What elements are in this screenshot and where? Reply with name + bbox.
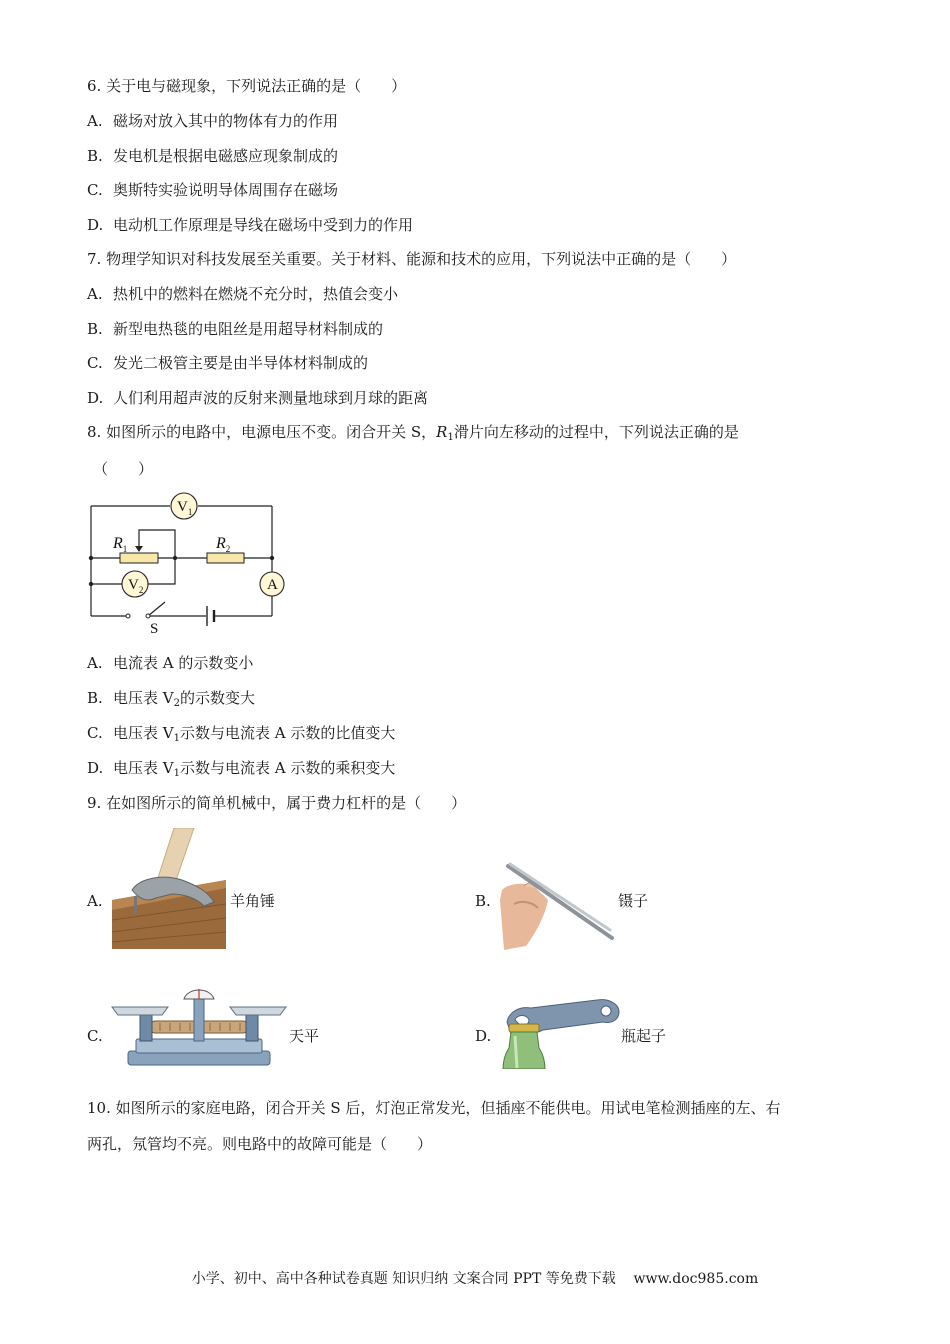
- option-text-post: 示数与电流表 A 示数的乘积变大: [179, 759, 396, 777]
- option-label: D.: [87, 759, 104, 777]
- q9-option-d-caption: 瓶起子: [621, 1027, 667, 1045]
- bottle-opener-image: [499, 996, 621, 1069]
- q10-line2: 两孔，氖管均不亮。则电路中的故障可能是（ ）: [87, 1135, 433, 1153]
- q9-option-a-caption: 羊角锤: [230, 892, 276, 910]
- page-footer: [0, 1269, 950, 1289]
- switch-blade: [148, 602, 165, 616]
- option-label: A.: [87, 112, 103, 130]
- option-text: 发电机是根据电磁感应现象制成的: [113, 147, 339, 165]
- q9-option-c-label: C.: [87, 1027, 103, 1045]
- option-label: C.: [87, 354, 103, 372]
- q8-stem-r: R: [436, 423, 448, 441]
- option-text: 电压表 V: [113, 724, 174, 742]
- ammeter-label: A: [267, 577, 278, 593]
- q9-option-b-label: B.: [475, 892, 491, 910]
- q7-option-c: [87, 353, 368, 373]
- footer-url[interactable]: www.doc985.com: [633, 1271, 759, 1287]
- option-text: 奥斯特实验说明导体周围存在磁场: [113, 181, 339, 199]
- tweezers-image: [500, 860, 614, 950]
- option-text: 电压表 V: [113, 689, 174, 707]
- resistor-r1: [120, 553, 158, 563]
- option-sub: 2: [173, 698, 180, 709]
- q8-option-c: [87, 723, 395, 743]
- junction-dot: [89, 556, 93, 560]
- resistor-r2: [207, 553, 244, 563]
- slider-arrow: [135, 546, 143, 552]
- q8-option-a: [87, 653, 253, 673]
- option-label: B.: [87, 147, 103, 165]
- q6-option-c: [87, 180, 338, 200]
- q7-option-d: [87, 388, 428, 408]
- q6-option-a: [87, 111, 338, 131]
- switch-contact: [146, 614, 150, 618]
- q8-answer-blank: （ ）: [93, 460, 154, 478]
- option-text: 发光二极管主要是由半导体材料制成的: [113, 354, 369, 372]
- option-text: 人们利用超声波的反射来测量地球到月球的距离: [113, 389, 429, 407]
- q8-stem-sub: 1: [447, 432, 454, 443]
- option-text: 热机中的燃料在燃烧不充分时，热值会变小: [113, 285, 399, 303]
- q6-stem: 6. 关于电与磁现象，下列说法正确的是（ ）: [87, 77, 407, 95]
- q9-option-a-label: A.: [87, 892, 103, 910]
- option-label: B.: [87, 320, 103, 338]
- switch-contact: [126, 614, 130, 618]
- q7-stem: 7. 物理学知识对科技发展至关重要。关于材料、能源和技术的应用，下列说法中正确的是（ ）: [87, 250, 737, 268]
- q8-option-d: [87, 758, 395, 778]
- option-label: A.: [87, 285, 103, 303]
- option-text: 新型电热毯的电阻丝是用超导材料制成的: [113, 320, 384, 338]
- option-text: 电压表 V: [113, 759, 174, 777]
- q10-line1: 10. 如图所示的家庭电路，闭合开关 S 后，灯泡正常发光，但插座不能供电。用试电笔检测插座的左、右: [87, 1099, 781, 1117]
- q9-option-c-caption: 天平: [289, 1027, 320, 1045]
- option-label: D.: [87, 389, 104, 407]
- switch-label: S: [150, 621, 159, 637]
- option-sub: 1: [173, 733, 180, 744]
- v2-label: $V_2$: [128, 577, 144, 595]
- q8-stem-pre: 8. 如图所示的电路中，电源电压不变。闭合开关 S，: [87, 423, 437, 441]
- q6-option-d: [87, 215, 413, 235]
- q7-option-b: [87, 319, 383, 339]
- option-text-post: 示数与电流表 A 示数的比值变大: [179, 724, 396, 742]
- option-label: B.: [87, 689, 103, 707]
- option-label: C.: [87, 181, 103, 199]
- r1-label: $R_1$: [113, 535, 128, 554]
- option-text: 电动机工作原理是导线在磁场中受到力的作用: [113, 216, 414, 234]
- circuit-diagram: [86, 490, 296, 640]
- option-label: A.: [87, 654, 103, 672]
- q7-option-a: [87, 284, 398, 304]
- option-label: D.: [87, 216, 104, 234]
- r2-label: $R_2$: [216, 535, 231, 554]
- junction-dot: [270, 556, 274, 560]
- option-text-post: 的示数变大: [179, 689, 255, 707]
- v1-label: $V_1$: [177, 499, 193, 517]
- junction-dot: [89, 582, 93, 586]
- option-sub: 1: [173, 768, 180, 779]
- q6-option-b: [87, 146, 338, 166]
- option-text: 电流表 A 的示数变小: [113, 654, 254, 672]
- option-text: 磁场对放入其中的物体有力的作用: [113, 112, 339, 130]
- q9-option-d-label: D.: [475, 1027, 492, 1045]
- option-label: C.: [87, 724, 103, 742]
- q8-stem: [87, 422, 739, 442]
- balance-scale-image: [110, 983, 288, 1069]
- claw-hammer-image: [112, 828, 226, 949]
- q9-stem: 9. 在如图所示的简单机械中，属于费力杠杆的是（ ）: [87, 794, 467, 812]
- q9-option-b-caption: 镊子: [618, 892, 649, 910]
- junction-dot: [173, 556, 177, 560]
- footer-text: 小学、初中、高中各种试卷真题 知识归纳 文案合同 PPT 等免费下载: [191, 1271, 616, 1287]
- q8-stem-post: 滑片向左移动的过程中，下列说法正确的是: [453, 423, 739, 441]
- q8-option-b: [87, 688, 255, 708]
